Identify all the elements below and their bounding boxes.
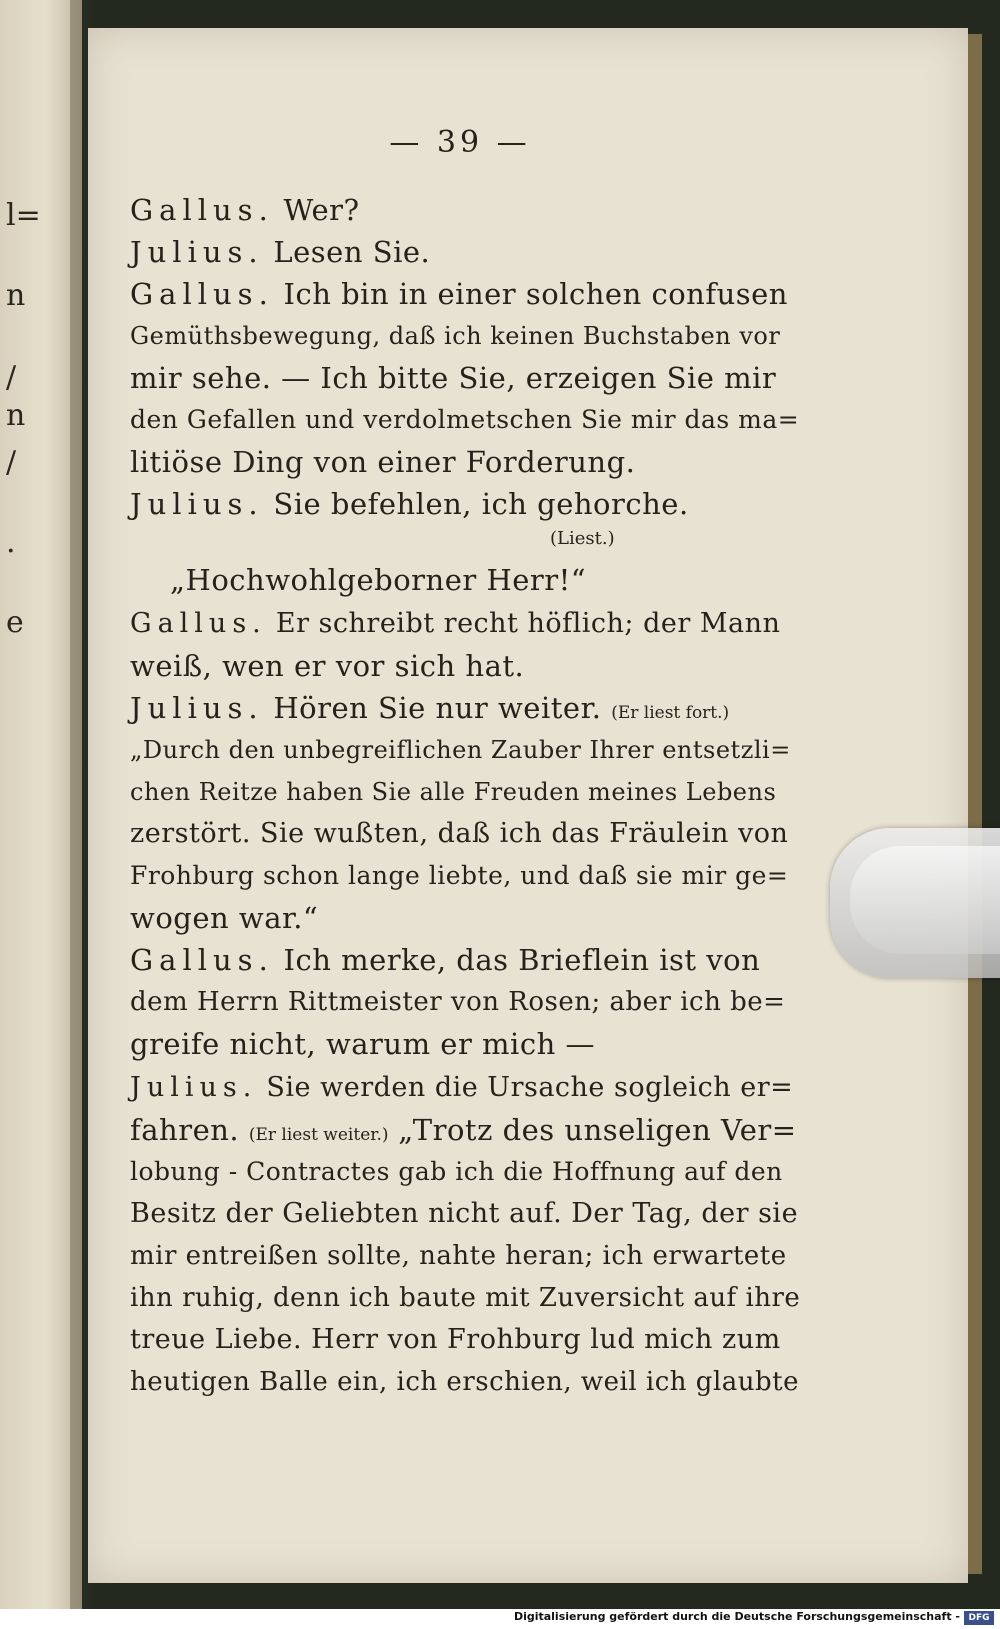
left-page-fragment: / [6, 360, 17, 395]
stage-direction: (Liest.) [550, 528, 615, 549]
page-clip-highlight [850, 846, 1000, 954]
text-line [130, 1110, 797, 1155]
text-line: dem Herrn Rittmeister von Rosen; aber ich be= [130, 987, 786, 1017]
text-line: Besitz der Geliebten nicht auf. Der Tag, der sie [130, 1198, 799, 1229]
left-page-fragment: n [6, 278, 26, 313]
speaker-name: Julius. [130, 1072, 258, 1103]
line-text: Hören Sie nur weiter. [273, 691, 602, 725]
text-line: zerstört. Sie wußten, daß ich das Fräulein von [130, 818, 789, 849]
text-line [130, 688, 729, 733]
speaker-name: Gallus. [130, 277, 274, 311]
text-line: lobung - Contractes gab ich die Hoffnung auf den [130, 1157, 783, 1186]
line-text: Sie befehlen, ich gehorche. [273, 487, 689, 521]
left-page-fragment: / [6, 445, 17, 480]
text-line [130, 940, 760, 980]
speaker-name: Gallus. [130, 193, 274, 227]
line-text: Ich bin in einer solchen confusen [283, 277, 788, 311]
line-text: Ich merke, das Brieflein ist von [283, 943, 761, 977]
line-text: Sie werden die Ursache sogleich er= [266, 1072, 794, 1103]
text-line [130, 232, 430, 272]
left-page-fragment: . [6, 525, 16, 560]
text-line [130, 190, 360, 230]
line-text: Wer? [283, 193, 360, 227]
speaker-name: Julius. [130, 691, 264, 725]
left-page-fragment: n [6, 398, 26, 433]
text-line: treue Liebe. Herr von Frohburg lud mich zum [130, 1324, 781, 1355]
text-line: chen Reitze haben Sie alle Freuden meines Lebens [130, 778, 777, 806]
text-line: Gemüthsbewegung, daß ich keinen Buchstaben vor [130, 322, 781, 350]
text-line: mir entreißen sollte, nahte heran; ich erwartete [130, 1241, 787, 1271]
footer-credit: Digitalisierung gefördert durch die Deutsche Forschungsgemeinschaft - [513, 1610, 960, 1623]
text-line: Frohburg schon lange liebte, und daß sie mir ge= [130, 861, 789, 890]
text-line [130, 274, 788, 314]
text-line: wogen war.“ [130, 901, 319, 935]
speaker-name: Gallus. [130, 608, 267, 639]
text-line: ihn ruhig, denn ich baute mit Zuversicht auf ihre [130, 1283, 801, 1313]
text-line: den Gefallen und verdolmetschen Sie mir das ma= [130, 405, 800, 434]
text-line [130, 484, 689, 524]
speaker-name: Gallus. [130, 943, 274, 977]
text-line: litiöse Ding von einer Forderung. [130, 445, 636, 479]
text-line [130, 1068, 793, 1108]
line-text: „Trotz des unseligen Ver= [398, 1113, 797, 1147]
page-number: — 39 — [389, 125, 531, 160]
text-line: mir sehe. — Ich bitte Sie, erzeigen Sie mir [130, 361, 777, 395]
speaker-name: Julius. [130, 487, 264, 521]
stage-direction: (Er liest fort.) [611, 703, 730, 723]
text-line: „Hochwohlgeborner Herr!“ [170, 563, 587, 597]
left-page-fragment: l= [6, 198, 41, 233]
stage-direction: (Er liest weiter.) [248, 1125, 389, 1145]
text-line: greife nicht, warum er mich — [130, 1027, 595, 1061]
dfg-logo: DFG [964, 1611, 994, 1625]
text-line: weiß, wen er vor sich hat. [130, 649, 525, 683]
line-text: fahren. [130, 1113, 240, 1147]
text-line: „Durch den unbegreiflichen Zauber Ihrer entsetzli= [130, 736, 791, 764]
line-text: Er schreibt recht höflich; der Mann [275, 608, 781, 639]
line-text: Lesen Sie. [273, 235, 431, 269]
text-line: heutigen Balle ein, ich erschien, weil ich glaubte [130, 1367, 799, 1397]
text-line [130, 604, 780, 644]
speaker-name: Julius. [130, 235, 264, 269]
page-edges-shadow [968, 34, 982, 1574]
left-page-fragment: e [6, 605, 24, 640]
